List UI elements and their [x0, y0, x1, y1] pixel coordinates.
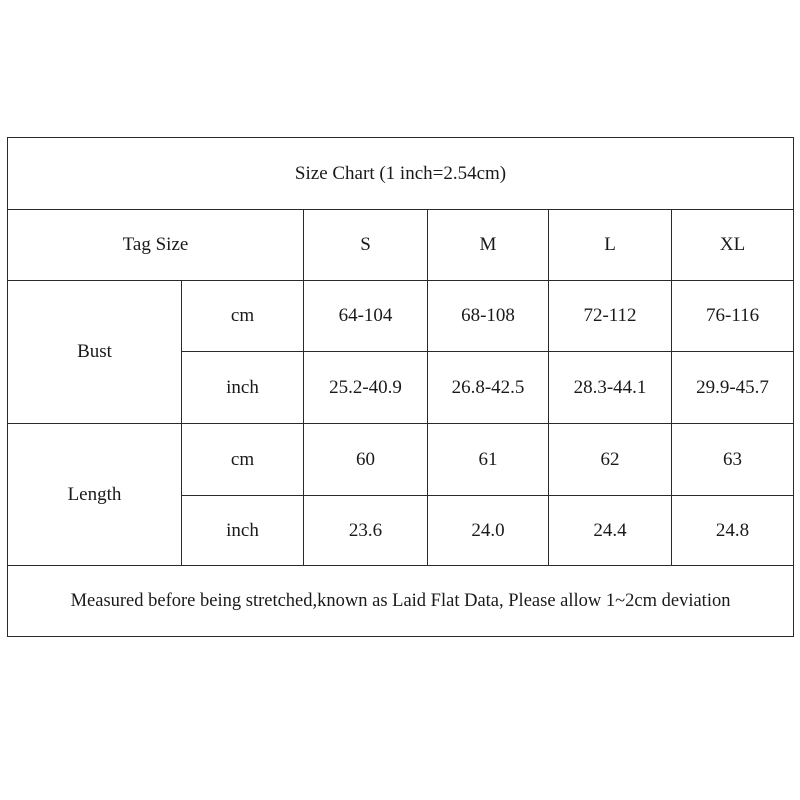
- bust-inch-l: 28.3-44.1: [549, 352, 672, 424]
- bust-inch-m: 26.8-42.5: [428, 352, 549, 424]
- bust-cm-row: [8, 281, 794, 352]
- length-cm-row: [8, 424, 794, 496]
- length-cm-s: 60: [304, 424, 428, 496]
- footer-row: [8, 566, 794, 637]
- length-label: Length: [8, 424, 182, 566]
- length-cm-l: 62: [549, 424, 672, 496]
- chart-title: Size Chart (1 inch=2.54cm): [8, 138, 794, 210]
- size-chart-table: [7, 137, 794, 637]
- measurement-note: Measured before being stretched,known as Laid Flat Data, Please allow 1~2cm deviation: [8, 566, 794, 637]
- bust-inch-s: 25.2-40.9: [304, 352, 428, 424]
- size-header-l: L: [549, 210, 672, 281]
- size-header-s: S: [304, 210, 428, 281]
- length-inch-l: 24.4: [549, 496, 672, 566]
- bust-label: Bust: [8, 281, 182, 424]
- size-header-xl: XL: [672, 210, 794, 281]
- size-header-row: [8, 210, 794, 281]
- bust-cm-m: 68-108: [428, 281, 549, 352]
- length-cm-m: 61: [428, 424, 549, 496]
- length-inch-unit: inch: [182, 496, 304, 566]
- length-inch-m: 24.0: [428, 496, 549, 566]
- tag-size-label: Tag Size: [8, 210, 304, 281]
- bust-cm-xl: 76-116: [672, 281, 794, 352]
- bust-inch-unit: inch: [182, 352, 304, 424]
- size-header-m: M: [428, 210, 549, 281]
- length-inch-s: 23.6: [304, 496, 428, 566]
- bust-cm-s: 64-104: [304, 281, 428, 352]
- title-row: [8, 138, 794, 210]
- length-cm-xl: 63: [672, 424, 794, 496]
- bust-inch-xl: 29.9-45.7: [672, 352, 794, 424]
- bust-cm-unit: cm: [182, 281, 304, 352]
- length-inch-xl: 24.8: [672, 496, 794, 566]
- length-cm-unit: cm: [182, 424, 304, 496]
- bust-cm-l: 72-112: [549, 281, 672, 352]
